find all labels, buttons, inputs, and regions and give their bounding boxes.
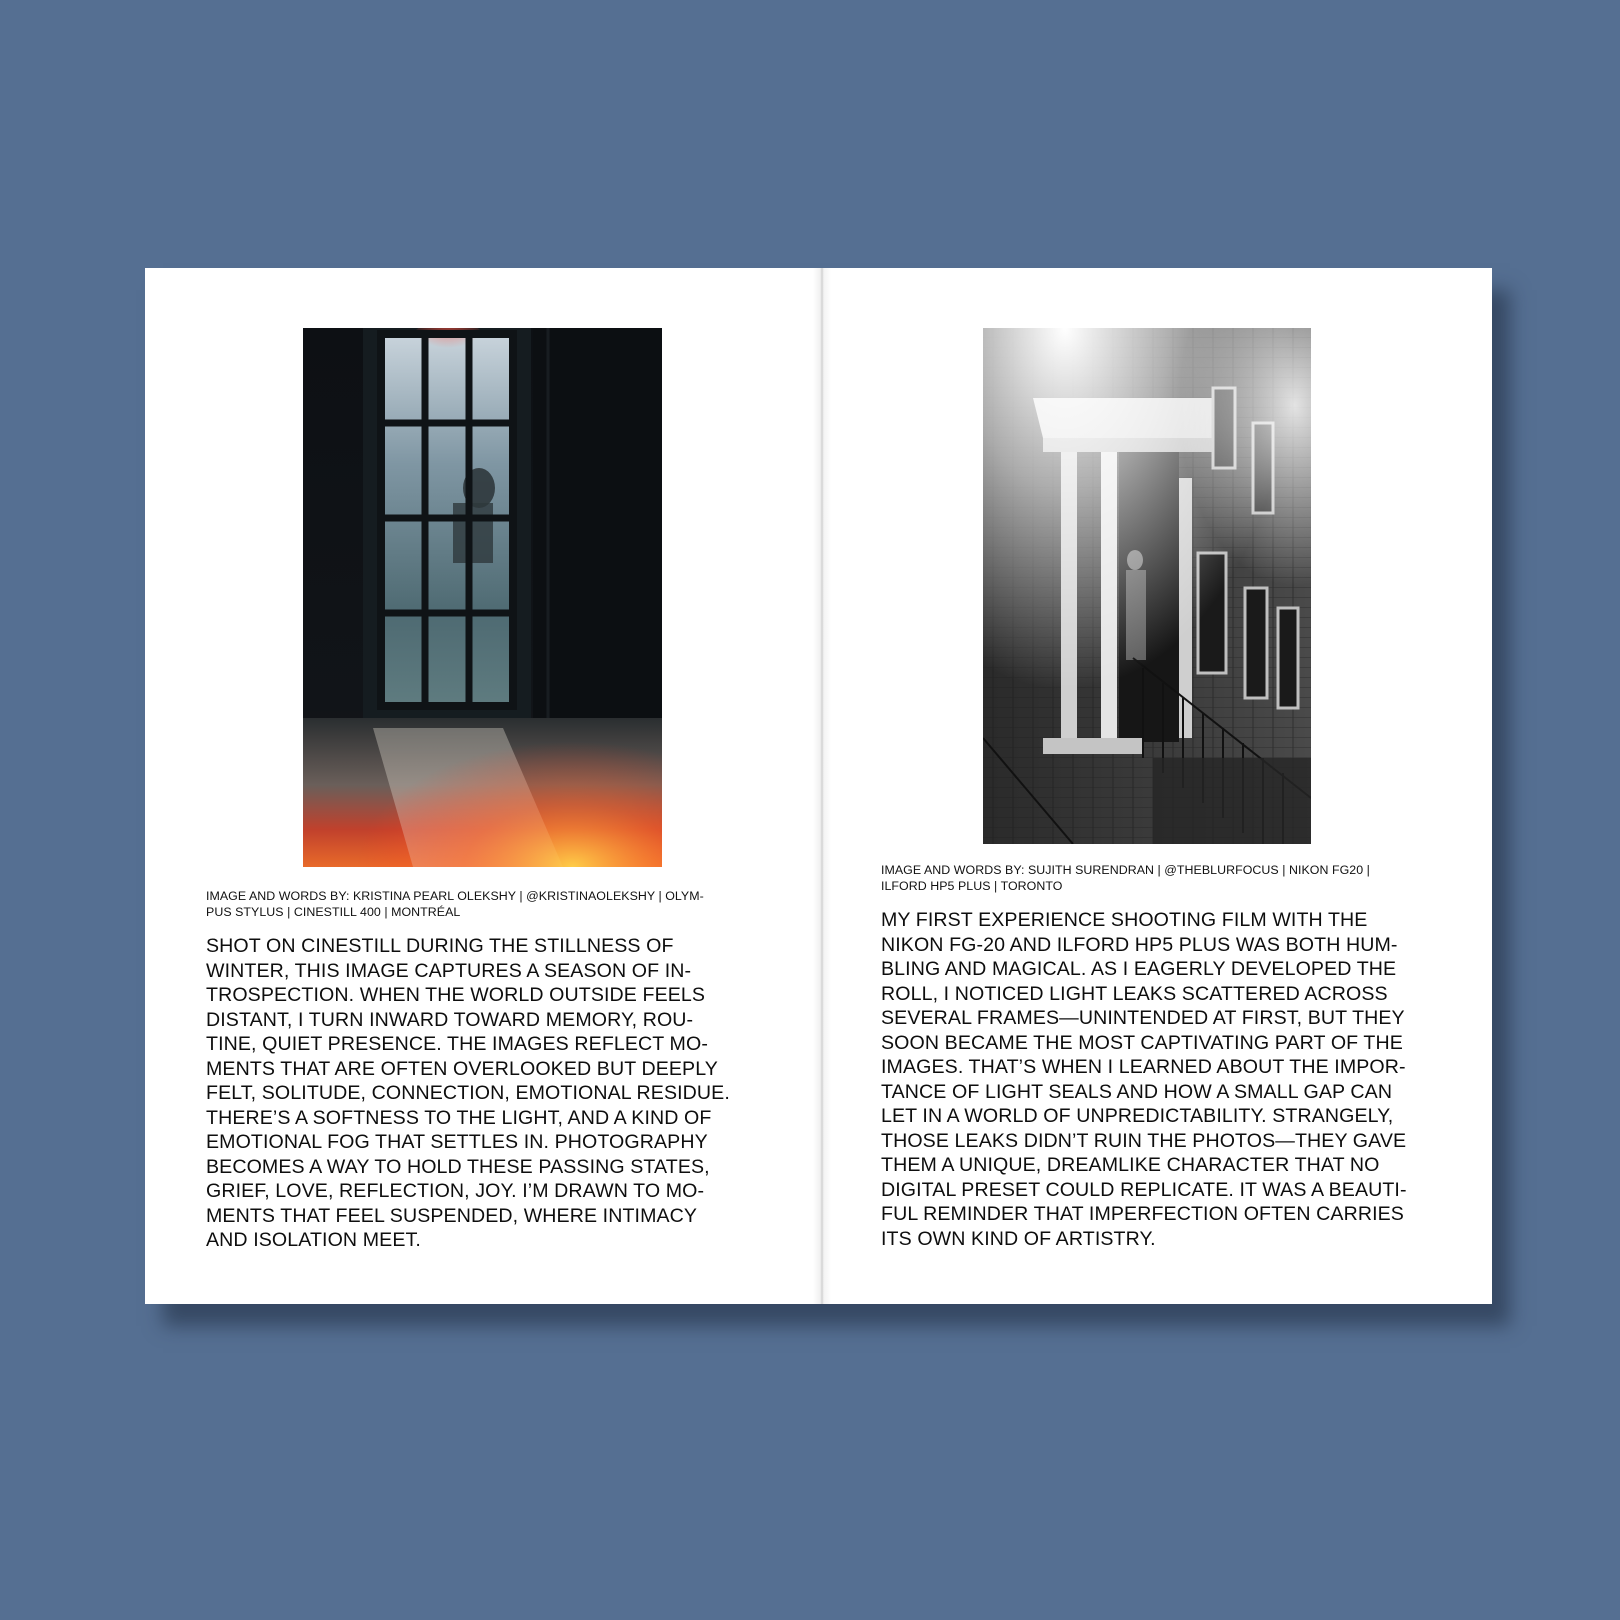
left-page — [145, 268, 821, 1304]
building-photo — [983, 328, 1311, 844]
building-photo-icon — [983, 328, 1311, 844]
photo-credit-caption: IMAGE AND WORDS BY: SUJITH SURENDRAN | @THEBLURFOCUS | NIKON FG20 | ILFORD HP5 PLUS | TORONTO — [881, 863, 1370, 893]
magazine-spread — [145, 268, 1492, 1304]
article-body: MY FIRST EXPERIENCE SHOOTING FILM WITH THE NIKON FG-20 AND ILFORD HP5 PLUS WAS BOTH HUM- BLING AND MAGICAL. AS I EAGERLY DEVELOPED THE ROLL, I NOTICED LIGHT LEAKS SCATTERED ACROSS SEVERAL FRAMES—UNINTENDED AT FIRST, BUT THEY SOON BECAME THE MOST CAPTIVATING PART OF THE IMAGES. THAT’S WHEN I LEARNED ABOUT THE IMPOR- TANCE OF LIGHT SEALS AND HOW A SMALL GAP CAN LET IN A WORLD OF UNPREDICTABILITY. STRANGELY, THOSE LEAKS DIDN’T RUIN THE PHOTOS—THEY GAVE THEM A UNIQUE, DREAMLIKE CHARACTER THAT NO DIGITAL PRESET COULD REPLICATE. IT WAS A BEAUTI- FUL REMINDER THAT IMPERFECTION OFTEN CARRIES ITS OWN KIND OF ARTISTRY. — [881, 909, 1407, 1250]
window-photo-icon — [303, 328, 662, 867]
right-page — [821, 268, 1492, 1304]
article-body: SHOT ON CINESTILL DURING THE STILLNESS OF WINTER, THIS IMAGE CAPTURES A SEASON OF IN- TROSPECTION. WHEN THE WORLD OUTSIDE FEELS DISTANT, I TURN INWARD TOWARD MEMORY, ROU- TINE, QUIET PRESENCE. THE IMAGES REFLECT MO- MENTS THAT ARE OFTEN OVERLOOKED BUT DEEPLY FELT, SOLITUDE, CONNECTION, EMOTIONAL RESIDUE. THERE’S A SOFTNESS TO THE LIGHT, AND A KIND OF EMOTIONAL FOG THAT SETTLES IN. PHOTOGRAPHY BECOMES A WAY TO HOLD THESE PASSING STATES, GRIEF, LOVE, REFLECTION, JOY. I’M DRAWN TO MO- MENTS THAT FEEL SUSPENDED, WHERE INTIMACY AND ISOLATION MEET. — [206, 935, 730, 1251]
photo-credit-caption: IMAGE AND WORDS BY: KRISTINA PEARL OLEKSHY | @KRISTINAOLEKSHY | OLYM- PUS STYLUS | CINESTILL 400 | MONTRÉAL — [206, 889, 704, 919]
window-photo — [303, 328, 662, 867]
